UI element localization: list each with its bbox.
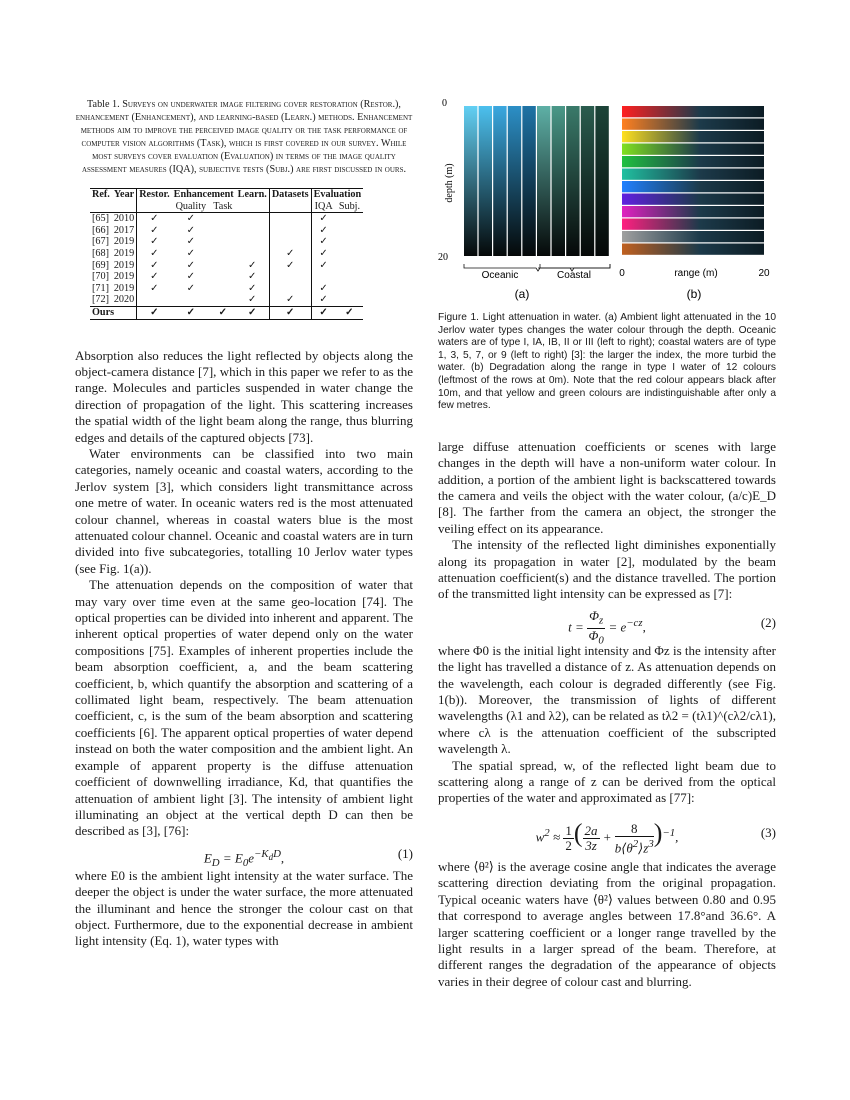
subheader-quality: Quality <box>172 201 210 213</box>
empty-cell <box>210 294 236 306</box>
row-year: 2020 <box>112 294 137 306</box>
check-mark: ✓ <box>269 260 311 272</box>
equation-1 <box>75 840 413 868</box>
check-mark: ✓ <box>186 224 196 236</box>
check-mark: ✓ <box>336 306 363 319</box>
empty-cell <box>336 213 363 225</box>
equation-1-number: (1) <box>397 845 413 861</box>
check-mark: ✓ <box>311 294 336 306</box>
water-type-column <box>464 106 477 256</box>
right-paragraph-1: large diffuse attenuation coefficients or scenes with large changes in the depth will have a non-uniform water colour. In addition, a portion of the ambient light is backscattered towards the camera and veils the object with the water colour, (a/c)E_D [8]. The farther from the camera an object, the stronger the veiling effect on its appearance. <box>438 438 776 536</box>
check-mark: ✓ <box>186 247 196 259</box>
header-restor: Restor. <box>137 189 172 201</box>
panel-a-water-types <box>464 106 609 256</box>
check-mark: ✓ <box>269 294 311 306</box>
check-mark: ✓ <box>186 213 196 225</box>
left-paragraph-2: Water environments can be classified into two main categories, namely oceanic and coastal waters, according to the Jerlov system [3], which considers light transmittance across one metre of water. In oceanic waters red is the most attenuated colour channel, whereas in coastal waters blue is the most attenuated colour channel. Oceanic and coastal waters are in turn divided into five subcategories, totalling 10 Jerlov water types (see Fig. 1(a)). <box>75 445 413 576</box>
subfigure-b-label: (b) <box>686 287 702 301</box>
check-mark: ✓ <box>186 259 196 271</box>
check-mark: ✓ <box>137 248 172 260</box>
empty-cell <box>236 225 270 237</box>
check-mark: ✓ <box>137 225 172 237</box>
empty-cell <box>336 225 363 237</box>
check-mark: ✓ <box>311 306 336 319</box>
check-mark: ✓ <box>311 213 336 225</box>
figure-1 <box>438 98 776 308</box>
empty-cell <box>236 213 270 225</box>
check-mark: ✓ <box>137 306 172 319</box>
table-row <box>90 236 363 248</box>
check-mark: ✓ <box>137 236 172 248</box>
empty-cell <box>236 236 270 248</box>
check-mark: ✓ <box>137 271 172 283</box>
empty-cell <box>210 213 236 225</box>
left-paragraph-4: where E0 is the ambient light intensity at the water surface. The deeper the object is under the water surface, the more attenuated the illuminant and hence the stronger the colour cast on that object. Furthermore, due to the exponential decrease in ambient light intensity (Eq. 1), water types with <box>75 867 413 949</box>
empty-cell <box>336 248 363 260</box>
oceanic-label: Oceanic <box>481 270 519 281</box>
row-year: 2017 <box>113 224 135 236</box>
table-row <box>90 248 363 260</box>
check-mark: ✓ <box>236 294 270 306</box>
colour-row <box>622 144 764 155</box>
check-mark: ✓ <box>269 306 311 319</box>
check-mark: ✓ <box>137 283 172 295</box>
empty-cell <box>269 271 311 283</box>
table-caption-text: Surveys on underwater image filtering cover restoration (Restor.), enhancement (Enhancement), and learning-based (Learn.) methods. Enhancement methods aim to improve the perceived image quality or the task performance of computer vision algorithms (Task), which is first covered in our survey. While most surveys cover evaluation (Evaluation) in terms of the image quality assessment measures (IQA), subjective tests (Subj.) are first discussed in ours. <box>75 99 413 175</box>
depth-bottom-tick: 20 <box>438 252 448 263</box>
header-year: Year <box>112 189 137 201</box>
table-row-ours <box>90 306 363 319</box>
empty-cell <box>236 248 270 260</box>
check-mark: ✓ <box>186 236 196 248</box>
right-paragraph-4: The spatial spread, w, of the reflected light beam due to scattering along a range of z can be derived from the optical properties of the water and approximated as [77]: <box>438 757 776 806</box>
empty-cell <box>269 236 311 248</box>
empty-cell <box>172 294 210 306</box>
empty-cell <box>269 213 311 225</box>
equation-1-math: $E_D = E_0e^{-K_dD}$, <box>203 847 285 869</box>
left-paragraph-3: The attenuation depends on the composition of water that may vary over time even at the same geo-location [74]. The optical properties can be divided into inherent and apparent. The inherent optical properties of water depend only on the water compositions [75]. Examples of inherent properties include the beam absorption coefficient, a, and the beam scattering coefficient, b, which quantify the absorption and scattering of a collimated light beam, respectively. The beam attenuation coefficient, c, is the sum of the beam absorption and scattering coefficients [6]. The apparent optical properties of water depend instead on both the water composition and the ambient light. An example of apparent property is the diffuse attenuation coefficient of downwelling irradiance, Kd, that quantifies the attenuation of ambient light [3]. The intensity of ambient light illuminating an object at the vertical depth D can then be described as [3], [76]: <box>75 577 413 839</box>
check-mark: ✓ <box>311 283 336 295</box>
header-evaluation: Evaluation <box>311 189 363 201</box>
water-type-column <box>522 106 535 256</box>
table-row <box>90 213 363 225</box>
empty-cell <box>269 225 311 237</box>
check-mark: ✓ <box>311 225 336 237</box>
header-datasets: Datasets <box>269 189 311 201</box>
empty-cell <box>269 283 311 295</box>
row-ref: [72] <box>90 294 112 306</box>
empty-cell <box>336 294 363 306</box>
figure-caption: Figure 1. Light attenuation in water. (a) Ambient light attenuated in the 10 Jerlov water types changes the water colour through the depth. Oceanic waters are of type I, IA, IB, II or III (left to right); coastal waters are of type 1, 3, 5, 7, or 9 (left to right) [3]: the larger the index, the more turbid the water. (b) Degradation along the range in type I water of 12 colours (leftmost of the rows at 0m). Note that the red colour appears black after 10m, and that yellow and green colours are indistinguishable after only a few metres. <box>438 312 776 412</box>
range-axis-label: range (m) <box>674 268 718 279</box>
right-paragraph-3: where Φ0 is the initial light intensity and Φz is the intensity after the light has travelled a distance of z. As attenuation depends on the wavelength, each colour is degraded differently (see Fig. 1(b)). Moreover, the transmission of lights of different wavelengths (λ1 and λ2), can be related as tλ2 = (tλ1)^(cλ2/cλ1), where cλ is the attenuation coefficient of the subscripted wavelength λ. <box>438 642 776 757</box>
check-mark: ✓ <box>137 213 172 225</box>
header-ref: Ref. <box>92 189 110 200</box>
subheader-task: Task <box>210 201 236 213</box>
table-row <box>90 225 363 237</box>
check-mark: ✓ <box>186 271 196 283</box>
empty-cell <box>210 260 236 272</box>
water-type-column <box>552 106 565 256</box>
range-end-tick: 20 <box>758 268 770 279</box>
check-mark: ✓ <box>236 306 270 319</box>
empty-cell <box>137 294 172 306</box>
right-paragraph-5: where ⟨θ²⟩ is the average cosine angle that indicates the average scattering direction deviating from the original propagation. Typical oceanic waters have ⟨θ²⟩ values between 0.80 and 0.95 that correspond to average angles between 17.8°and 36.6°. A larger scattering coefficient or a longer range travelled by the light results in a larger spread of the beam. Therefore, at different ranges the degradation of the appearance of objects varies in their degree of colour cast and blurring. <box>438 858 776 989</box>
check-mark: ✓ <box>247 271 257 283</box>
right-column <box>438 98 776 990</box>
row-ref: [66] <box>92 224 109 236</box>
check-mark: ✓ <box>186 282 196 294</box>
check-mark: ✓ <box>311 248 336 260</box>
equation-2-math: t = $\frac{\Phi_z}{\Phi_0}$ = $e^{-cz}$, <box>568 608 646 647</box>
row-ref: [71] <box>92 282 109 294</box>
colour-row <box>622 219 764 230</box>
check-mark: ✓ <box>247 282 257 294</box>
table-header-row <box>90 189 363 201</box>
depth-top-tick: 0 <box>442 98 447 109</box>
equation-2 <box>438 603 776 647</box>
row-ref: [70] <box>92 271 109 283</box>
table-caption-prefix: Table 1. <box>87 99 120 110</box>
table-body <box>90 213 363 319</box>
row-label-ours: Ours <box>90 306 137 319</box>
table-row <box>90 271 363 283</box>
row-ref: [67] <box>92 236 109 248</box>
row-year: 2019 <box>113 236 135 248</box>
water-type-column <box>595 106 608 256</box>
table-row <box>90 260 363 272</box>
row-year: 2019 <box>113 282 135 294</box>
colour-row <box>622 206 764 217</box>
colour-row <box>622 119 764 130</box>
empty-cell <box>336 236 363 248</box>
water-type-column <box>479 106 492 256</box>
row-year: 2019 <box>113 271 135 283</box>
subheader-subj: Subj. <box>336 201 363 213</box>
water-type-column <box>537 106 550 256</box>
colour-row <box>622 156 764 167</box>
right-paragraph-2: The intensity of the reflected light diminishes exponentially along its propagation in water [2], modulated by the beam attenuation coefficient(s) and the distance travelled. The portion of the transmitted light intensity can be expressed as [7]: <box>438 537 776 602</box>
colour-row <box>622 131 764 142</box>
row-ref: [68] <box>92 247 109 259</box>
coastal-label: Coastal <box>557 270 591 281</box>
row-year: 2010 <box>113 213 135 225</box>
row-ref: [65] <box>92 213 109 225</box>
colour-row <box>622 231 764 242</box>
row-ref: [69] <box>92 259 109 271</box>
colour-row <box>622 169 764 180</box>
equation-3-math: $w^2$ ≈ $\frac{1}{2}$ ( $\frac{2a}{3z}$ + $\frac{8}{b⟨\theta^2⟩z^3}$ )$^{-1}$, <box>535 818 679 855</box>
row-year: 2019 <box>113 259 135 271</box>
left-paragraph-1: Absorption also reduces the light reflected by objects along the object-camera distance [7], which in this paper we refer to as the range. Molecules and particles suspended in water change the direction of propagation of the light. This scattering increases the spatial width of the light beam along the range, thus blurring edges and details of the captured objects [73]. <box>75 347 413 445</box>
table-caption <box>75 98 413 176</box>
table-subheader-row <box>90 201 363 213</box>
panel-b-range-colours <box>622 106 764 255</box>
empty-cell <box>336 260 363 272</box>
check-mark: ✓ <box>172 306 210 319</box>
check-mark: ✓ <box>210 306 236 319</box>
water-type-column <box>508 106 521 256</box>
water-type-column <box>566 106 579 256</box>
check-mark: ✓ <box>311 236 336 248</box>
equation-2-number: (2) <box>760 614 776 630</box>
range-start-tick: 0 <box>619 268 625 279</box>
check-mark: ✓ <box>137 260 172 272</box>
figure-1-graphic <box>438 98 776 308</box>
header-enhancement: Enhancement <box>173 189 234 200</box>
empty-cell <box>210 248 236 260</box>
empty-cell <box>210 225 236 237</box>
empty-cell <box>210 271 236 283</box>
check-mark: ✓ <box>247 259 257 271</box>
equation-3 <box>438 807 776 859</box>
depth-axis-label: depth (m) <box>444 163 455 203</box>
check-mark: ✓ <box>269 248 311 260</box>
colour-row <box>622 244 764 255</box>
colour-row <box>622 106 764 117</box>
empty-cell <box>336 271 363 283</box>
empty-cell <box>336 283 363 295</box>
table-row <box>90 283 363 295</box>
check-mark: ✓ <box>311 260 336 272</box>
water-type-column <box>581 106 594 256</box>
empty-cell <box>210 283 236 295</box>
equation-3-number: (3) <box>760 824 776 840</box>
left-column <box>75 98 413 950</box>
table-row <box>90 294 363 306</box>
survey-table <box>90 188 363 320</box>
empty-cell <box>210 236 236 248</box>
subheader-iqa: IQA <box>311 201 336 213</box>
colour-row <box>622 181 764 192</box>
empty-cell <box>311 271 336 283</box>
header-learn: Learn. <box>236 189 270 201</box>
colour-row <box>622 194 764 205</box>
water-type-column <box>493 106 506 256</box>
subfigure-a-label: (a) <box>514 287 530 301</box>
row-year: 2019 <box>113 247 135 259</box>
